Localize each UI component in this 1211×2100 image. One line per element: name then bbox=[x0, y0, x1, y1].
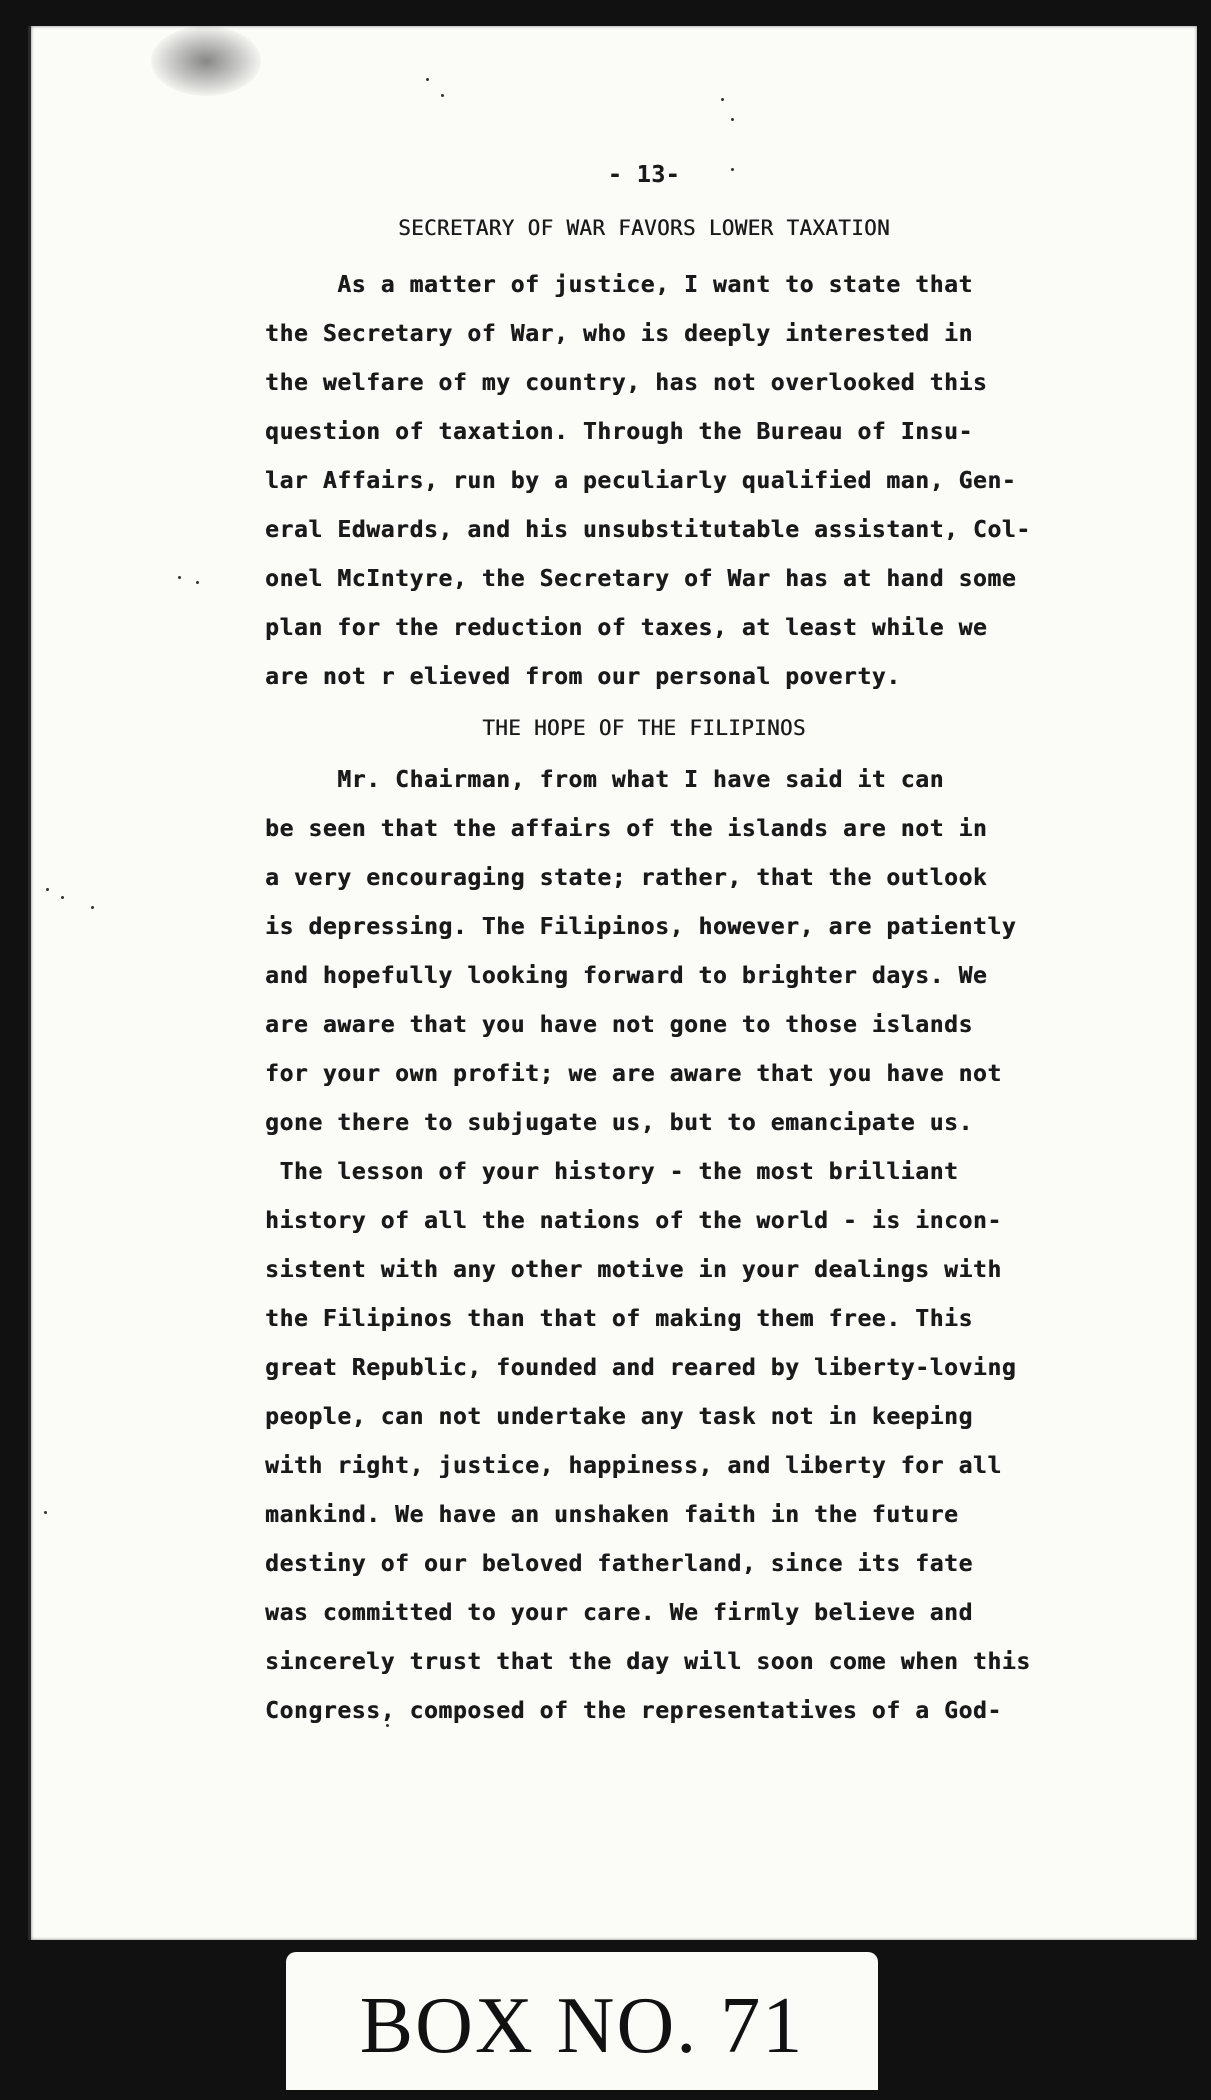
text-line: the Secretary of War, who is deeply interested in bbox=[265, 321, 973, 347]
speck bbox=[46, 888, 49, 891]
text-line: the Filipinos than that of making them free. This bbox=[265, 1306, 973, 1332]
page-number: - 13- bbox=[607, 162, 681, 188]
speck bbox=[721, 98, 724, 101]
speck bbox=[386, 1724, 389, 1727]
text-line: sincerely trust that the day will soon come when this bbox=[265, 1649, 1031, 1675]
text-line: lar Affairs, run by a peculiarly qualified man, Gen- bbox=[265, 468, 1017, 494]
section-heading-taxation: SECRETARY OF WAR FAVORS LOWER TAXATION bbox=[398, 216, 890, 240]
text-line: history of all the nations of the world - is incon- bbox=[265, 1208, 1002, 1234]
text-line: be seen that the affairs of the islands are not in bbox=[265, 816, 988, 842]
text-line: Congress, composed of the representatives of a God- bbox=[265, 1698, 1002, 1724]
text-line: eral Edwards, and his unsubstitutable assistant, Col- bbox=[265, 517, 1031, 543]
box-number-text: BOX NO. 71 bbox=[359, 1981, 805, 2070]
speck bbox=[61, 896, 64, 899]
text-line: are aware that you have not gone to those islands bbox=[265, 1012, 973, 1038]
text-line: onel McIntyre, the Secretary of War has at hand some bbox=[265, 566, 1017, 592]
text-line: mankind. We have an unshaken faith in the future bbox=[265, 1502, 959, 1528]
text-line: plan for the reduction of taxes, at least while we bbox=[265, 615, 988, 641]
speck bbox=[731, 118, 734, 121]
text-line: Mr. Chairman, from what I have said it can bbox=[265, 767, 945, 793]
text-line: with right, justice, happiness, and liberty for all bbox=[265, 1453, 1002, 1479]
text-line: The lesson of your history - the most brilliant bbox=[265, 1159, 959, 1185]
speck bbox=[91, 906, 94, 909]
speck bbox=[441, 94, 444, 97]
text-line: gone there to subjugate us, but to emancipate us. bbox=[265, 1110, 973, 1136]
speck bbox=[44, 1511, 47, 1514]
text-line: and hopefully looking forward to brighter days. We bbox=[265, 963, 988, 989]
text-line: people, can not undertake any task not in keeping bbox=[265, 1404, 973, 1430]
text-line: sistent with any other motive in your dealings with bbox=[265, 1257, 1002, 1283]
box-number-label bbox=[286, 1952, 878, 2090]
speck bbox=[196, 581, 199, 584]
ink-smudge bbox=[151, 26, 261, 96]
speck bbox=[731, 168, 734, 171]
document-page bbox=[28, 26, 1197, 1940]
text-line: question of taxation. Through the Bureau of Insu- bbox=[265, 419, 973, 445]
text-line: the welfare of my country, has not overlooked this bbox=[265, 370, 988, 396]
text-line: was committed to your care. We firmly believe and bbox=[265, 1600, 973, 1626]
speck bbox=[426, 78, 429, 81]
text-line: great Republic, founded and reared by liberty-loving bbox=[265, 1355, 1017, 1381]
text-line: are not r elieved from our personal poverty. bbox=[265, 664, 901, 690]
speck bbox=[178, 576, 181, 579]
section-heading-hope: THE HOPE OF THE FILIPINOS bbox=[482, 716, 806, 740]
text-line: is depressing. The Filipinos, however, are patiently bbox=[265, 914, 1017, 940]
text-line: for your own profit; we are aware that you have not bbox=[265, 1061, 1002, 1087]
text-line: destiny of our beloved fatherland, since its fate bbox=[265, 1551, 973, 1577]
text-line: a very encouraging state; rather, that the outlook bbox=[265, 865, 988, 891]
text-line: As a matter of justice, I want to state that bbox=[265, 272, 973, 298]
